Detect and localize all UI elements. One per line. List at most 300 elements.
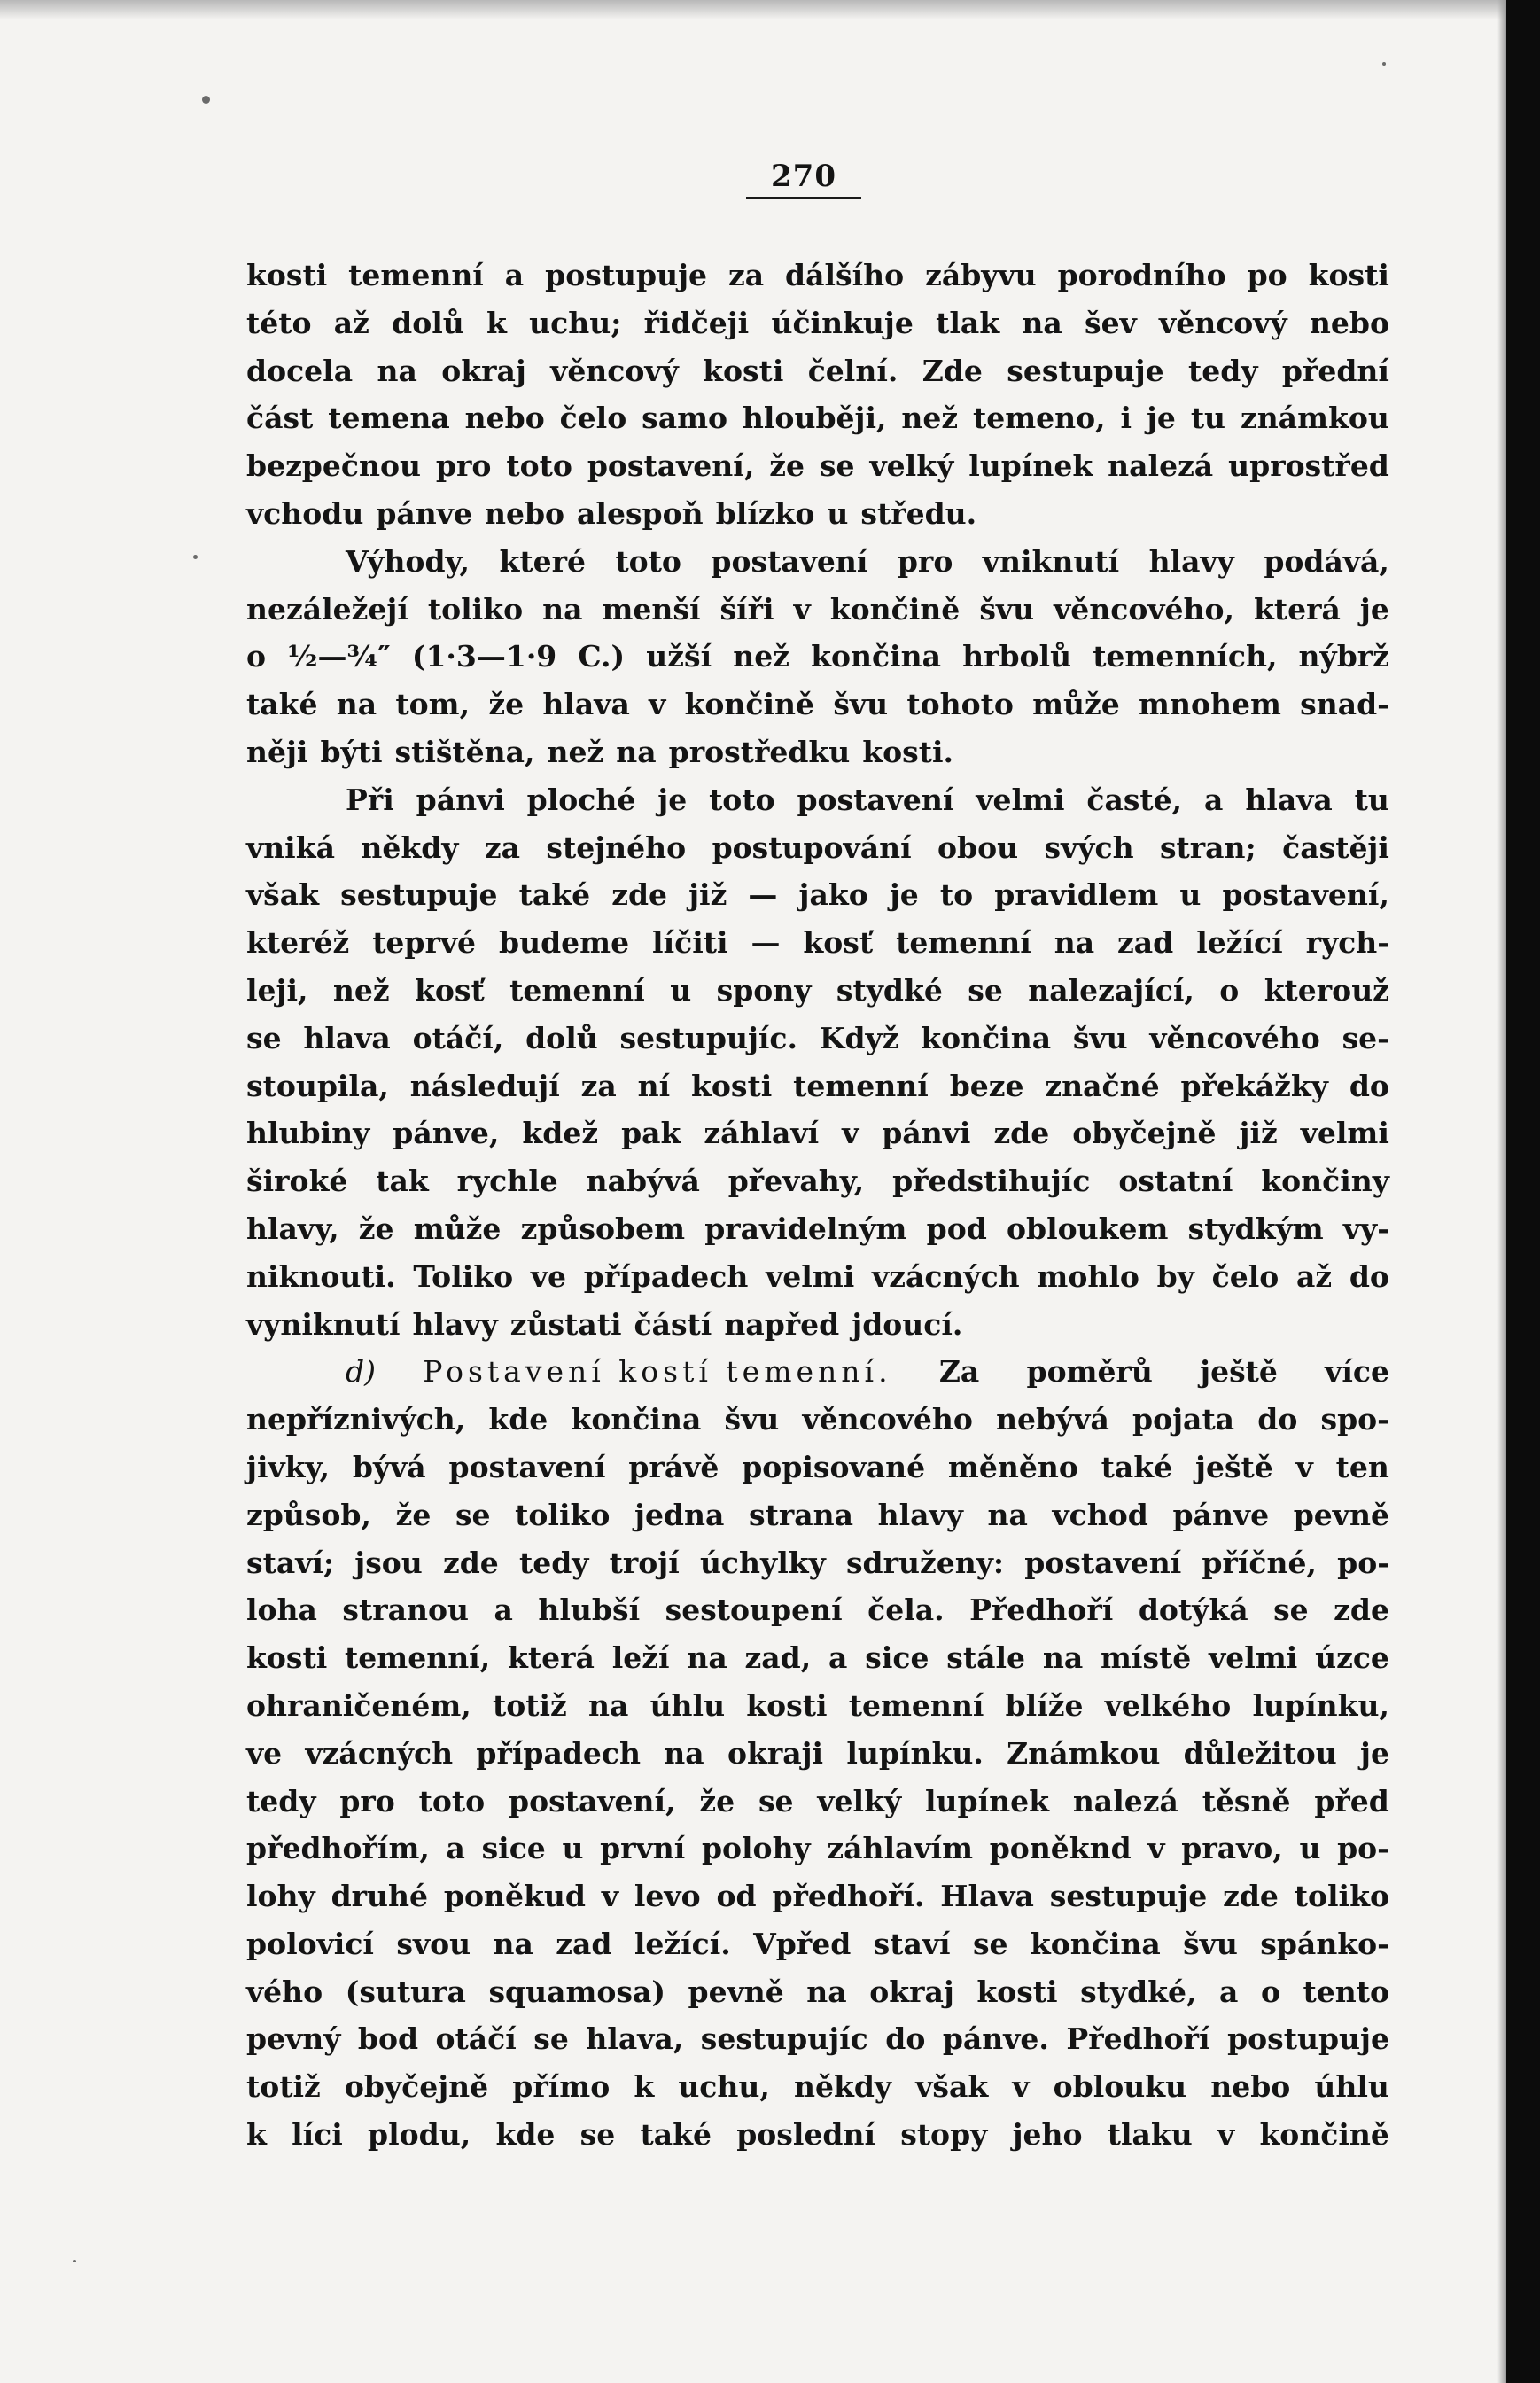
word: tak bbox=[376, 1164, 429, 1199]
word: stejného bbox=[546, 829, 687, 865]
word: a bbox=[494, 1593, 513, 1628]
text-line bbox=[246, 1873, 1389, 1920]
word: mnohem bbox=[1139, 687, 1281, 722]
word: hlavy, bbox=[246, 1211, 339, 1246]
word: poněknd bbox=[989, 1831, 1132, 1866]
text-line bbox=[246, 1396, 1389, 1444]
word: stopy bbox=[900, 2117, 988, 2153]
word: kosti bbox=[703, 353, 784, 388]
word: v bbox=[1012, 2069, 1030, 2105]
word: se bbox=[1273, 1593, 1309, 1628]
word: místě bbox=[1101, 1640, 1192, 1676]
word: leží bbox=[611, 1640, 670, 1676]
word: postupování bbox=[712, 829, 912, 865]
word: v bbox=[601, 1879, 618, 1914]
text-line bbox=[246, 728, 1389, 776]
scan-right-border bbox=[1506, 0, 1540, 2383]
word: tedy bbox=[1188, 353, 1258, 388]
word: široké bbox=[246, 1164, 348, 1199]
word: sestupuje bbox=[1007, 353, 1164, 388]
word: až bbox=[1295, 1258, 1333, 1294]
word: sestupujíc bbox=[700, 2021, 868, 2057]
word: spo- bbox=[1320, 1402, 1389, 1437]
word: švu bbox=[979, 591, 1035, 627]
word: zad, bbox=[744, 1640, 812, 1676]
word: uchu, bbox=[678, 2069, 770, 2105]
word: toto bbox=[418, 1783, 486, 1818]
word: podává, bbox=[1264, 543, 1389, 579]
word: strana bbox=[749, 1497, 853, 1532]
word: pevně bbox=[688, 1974, 784, 2009]
word: účinkuje bbox=[771, 305, 914, 340]
word: kteréž bbox=[246, 925, 350, 961]
scan-speck bbox=[1382, 62, 1386, 66]
word: nalezající, bbox=[1028, 972, 1194, 1008]
word: pánvi bbox=[882, 1116, 971, 1151]
word: temenní bbox=[793, 1068, 929, 1103]
word: tedy bbox=[246, 1783, 316, 1818]
word: spánko- bbox=[1260, 1926, 1389, 1961]
word: postavení, bbox=[587, 448, 755, 484]
word: popisované bbox=[742, 1449, 926, 1484]
word: niknouti. bbox=[246, 1258, 396, 1294]
word: polohy bbox=[701, 1831, 811, 1866]
word: pod bbox=[926, 1211, 987, 1246]
word: nezáležejí bbox=[246, 591, 408, 627]
word: nebo bbox=[484, 495, 565, 531]
word: ležící bbox=[1196, 925, 1283, 961]
word: postavení bbox=[1024, 1545, 1182, 1580]
word: C.) bbox=[578, 639, 626, 674]
text-line bbox=[246, 1015, 1389, 1063]
text-line bbox=[246, 347, 1389, 395]
word: pojata bbox=[1132, 1402, 1235, 1437]
scan-speck bbox=[193, 555, 198, 559]
word: se bbox=[972, 1926, 1008, 1961]
word: v bbox=[1147, 1831, 1165, 1866]
word: hlouběji, bbox=[742, 401, 887, 436]
word: čelo bbox=[559, 401, 627, 436]
word: někdy bbox=[793, 2069, 892, 2105]
word: kosť bbox=[803, 925, 874, 961]
word: hlavy bbox=[1148, 543, 1234, 579]
word: — bbox=[748, 877, 778, 913]
word: hrbolů bbox=[962, 639, 1072, 674]
word: kosti bbox=[1308, 258, 1389, 292]
text-line bbox=[246, 490, 1389, 538]
word: spony bbox=[716, 972, 812, 1008]
word: pravo, bbox=[1181, 1831, 1283, 1866]
word: postupuje bbox=[1227, 2021, 1389, 2057]
word: totiž bbox=[246, 2069, 321, 2105]
word: právě bbox=[628, 1449, 719, 1484]
word: obyčejně bbox=[344, 2069, 489, 2105]
word: docela bbox=[246, 353, 354, 388]
text-line bbox=[246, 1253, 1389, 1301]
word: pánvi bbox=[416, 782, 505, 817]
word: jivky, bbox=[246, 1449, 331, 1484]
word: stydké bbox=[836, 972, 943, 1008]
word: — bbox=[751, 925, 781, 961]
text-line bbox=[246, 1586, 1389, 1634]
word: Za bbox=[938, 1354, 980, 1390]
word: lupínek bbox=[924, 1783, 1049, 1818]
word: na bbox=[336, 687, 377, 722]
word: svou bbox=[396, 1926, 471, 1961]
word: zde bbox=[993, 1116, 1050, 1151]
word: po- bbox=[1337, 1545, 1389, 1580]
text-line bbox=[246, 300, 1389, 347]
word: čelní. bbox=[807, 353, 898, 388]
word: stranou bbox=[342, 1593, 470, 1628]
text-line bbox=[246, 252, 1389, 300]
word: lupínku, bbox=[1252, 1687, 1389, 1723]
text-line bbox=[246, 2111, 1389, 2159]
section-title: Postavení kostí temenní. bbox=[423, 1354, 892, 1390]
word: zábyvu bbox=[925, 258, 1037, 292]
word: u bbox=[1179, 877, 1202, 913]
word: pravidlem bbox=[994, 877, 1159, 913]
word: od bbox=[716, 1879, 757, 1914]
word: velmi bbox=[1300, 1116, 1389, 1151]
word: postupuje bbox=[545, 258, 708, 292]
text-line bbox=[246, 967, 1389, 1015]
word: na bbox=[987, 1497, 1028, 1532]
word: rychle bbox=[456, 1164, 558, 1199]
word: tlaku bbox=[1107, 2117, 1193, 2153]
word: toto bbox=[709, 782, 775, 817]
word: končině bbox=[1259, 2117, 1389, 2153]
word: vy- bbox=[1342, 1211, 1389, 1246]
word: vzácných bbox=[872, 1258, 1020, 1294]
word: věncový bbox=[550, 353, 679, 388]
word: se bbox=[533, 2021, 569, 2057]
word: hlavy bbox=[877, 1497, 963, 1532]
word: úhlu bbox=[1314, 2069, 1389, 2105]
word: více bbox=[1325, 1354, 1389, 1390]
word: do bbox=[1349, 1068, 1389, 1103]
word: postavení, bbox=[509, 1783, 676, 1818]
word: uchu; bbox=[529, 305, 622, 340]
word: ve bbox=[530, 1258, 567, 1294]
word: stištěna, bbox=[394, 734, 535, 769]
word: úhlu bbox=[649, 1687, 726, 1723]
word: ploché bbox=[526, 782, 636, 817]
word: líci bbox=[292, 2117, 343, 2153]
word: napřed bbox=[724, 1306, 840, 1342]
word: kosti bbox=[691, 1068, 773, 1103]
text-line bbox=[246, 538, 1389, 586]
word: toto bbox=[506, 448, 572, 484]
text-line bbox=[246, 1301, 1389, 1349]
word: úchylky bbox=[699, 1545, 826, 1580]
word: ten bbox=[1335, 1449, 1389, 1484]
word: švu bbox=[1072, 1020, 1128, 1055]
word: (1·3—1·9 bbox=[411, 639, 557, 674]
word: jdoucí. bbox=[852, 1306, 963, 1342]
word: a bbox=[1204, 782, 1224, 817]
word: nepříznivých, bbox=[246, 1402, 466, 1437]
word: ostatní bbox=[1118, 1164, 1233, 1199]
word: na bbox=[587, 1687, 629, 1723]
text-line bbox=[246, 1682, 1389, 1730]
word: čelo bbox=[1211, 1258, 1279, 1294]
word: než bbox=[733, 639, 789, 674]
word: stran; bbox=[1159, 829, 1256, 865]
word: plodu, bbox=[368, 2117, 471, 2153]
word: část bbox=[246, 401, 314, 436]
word: je bbox=[657, 782, 688, 817]
word: kde bbox=[495, 2117, 556, 2153]
word: k bbox=[486, 305, 507, 340]
word: sdruženy: bbox=[845, 1545, 1005, 1580]
word: býti bbox=[320, 734, 383, 769]
word: záhlaví bbox=[704, 1116, 820, 1151]
word: švu bbox=[1183, 1926, 1238, 1961]
word: ohraničeném, bbox=[246, 1687, 471, 1723]
text-line bbox=[246, 1491, 1389, 1539]
word: první bbox=[600, 1831, 686, 1866]
word: (sutura bbox=[345, 1974, 466, 2009]
word: bývá bbox=[352, 1449, 426, 1484]
page-number: 270 bbox=[746, 158, 861, 199]
word: že bbox=[769, 448, 805, 484]
word: okraj bbox=[869, 1974, 954, 2009]
text-line bbox=[246, 1110, 1389, 1157]
word: u bbox=[562, 1831, 584, 1866]
word: temenní bbox=[509, 972, 645, 1008]
word: pevný bbox=[246, 2021, 341, 2057]
word: zde bbox=[611, 877, 668, 913]
word: způsob, bbox=[246, 1497, 371, 1532]
word: pevně bbox=[1293, 1497, 1389, 1532]
word: této bbox=[246, 305, 312, 340]
word: beze bbox=[949, 1068, 1024, 1103]
word: lupínek bbox=[968, 448, 1093, 484]
word: velkého bbox=[1104, 1687, 1232, 1723]
text-line bbox=[246, 1634, 1389, 1682]
word: švu bbox=[724, 1402, 780, 1437]
word: polovicí bbox=[246, 1926, 374, 1961]
word: také bbox=[246, 687, 318, 722]
word: vyniknutí bbox=[246, 1306, 401, 1342]
word: jsou bbox=[354, 1545, 423, 1580]
word: k bbox=[634, 2069, 655, 2105]
word: velmi bbox=[766, 1258, 855, 1294]
word: čela. bbox=[867, 1593, 945, 1628]
word: postavení bbox=[711, 543, 868, 579]
word: do bbox=[1349, 1258, 1389, 1294]
word: temeno, bbox=[973, 401, 1106, 436]
word: překážky bbox=[1180, 1068, 1328, 1103]
word: po- bbox=[1337, 1831, 1389, 1866]
word: ležící. bbox=[634, 1926, 731, 1961]
word: temenní bbox=[848, 1687, 984, 1723]
word: může bbox=[1032, 687, 1120, 722]
word: do bbox=[885, 2021, 926, 2057]
word: příčné, bbox=[1202, 1545, 1317, 1580]
word: obloukem bbox=[1007, 1211, 1169, 1246]
word: poměrů bbox=[1026, 1354, 1153, 1390]
word: leji, bbox=[246, 972, 308, 1008]
word: nalezá bbox=[1072, 1783, 1178, 1818]
word: Při bbox=[346, 782, 394, 817]
word: tedy bbox=[518, 1545, 589, 1580]
word: věncový bbox=[1159, 305, 1287, 340]
word: vchodu bbox=[246, 495, 364, 531]
text-line bbox=[246, 394, 1389, 442]
word: již bbox=[688, 877, 727, 913]
word: může bbox=[413, 1211, 502, 1246]
word: kosti bbox=[976, 1974, 1058, 2009]
word: které bbox=[499, 543, 586, 579]
word: případech bbox=[476, 1735, 641, 1771]
word: za bbox=[484, 829, 520, 865]
word: Vpřed bbox=[753, 1926, 852, 1961]
word: velmi bbox=[976, 782, 1065, 817]
word: pánve. bbox=[942, 2021, 1049, 2057]
word: staví bbox=[873, 1926, 951, 1961]
text-line bbox=[246, 1205, 1389, 1253]
word: lohy bbox=[246, 1879, 315, 1914]
word: postavení bbox=[448, 1449, 606, 1484]
word: těsně bbox=[1202, 1783, 1291, 1818]
word: zde bbox=[442, 1545, 499, 1580]
word: předstihujíc bbox=[892, 1164, 1091, 1199]
scan-speck bbox=[202, 96, 210, 104]
word: velmi bbox=[1209, 1640, 1298, 1676]
word: na bbox=[493, 1926, 533, 1961]
word: úzce bbox=[1315, 1640, 1389, 1676]
word: trojí bbox=[609, 1545, 680, 1580]
word: nebo bbox=[1210, 2069, 1291, 2105]
word: jedna bbox=[634, 1497, 725, 1532]
text-line bbox=[246, 919, 1389, 967]
word: končině bbox=[829, 591, 961, 627]
word: tu bbox=[1354, 782, 1389, 817]
word: stále bbox=[946, 1640, 1026, 1676]
word: přední bbox=[1281, 353, 1389, 388]
text-line bbox=[246, 1825, 1389, 1873]
word: tlak bbox=[936, 305, 1000, 340]
scan-right-shadow bbox=[1497, 0, 1506, 2383]
word: vniknutí bbox=[982, 543, 1120, 579]
word: stydké, bbox=[1080, 1974, 1197, 2009]
word: rych- bbox=[1305, 925, 1389, 961]
word: uprostřed bbox=[1228, 448, 1389, 484]
word: vniká bbox=[246, 829, 335, 865]
text-line bbox=[246, 1157, 1389, 1205]
word: Toliko bbox=[413, 1258, 514, 1294]
word: končina bbox=[1030, 1926, 1161, 1961]
word: svých bbox=[1044, 829, 1134, 865]
word: toliko bbox=[515, 1497, 611, 1532]
word: sice bbox=[865, 1640, 929, 1676]
word: tohoto bbox=[906, 687, 1014, 722]
word: vchod bbox=[1052, 1497, 1148, 1532]
word: kde bbox=[488, 1402, 548, 1437]
word: nebo bbox=[464, 401, 545, 436]
word: středu. bbox=[860, 495, 977, 531]
word: a bbox=[446, 1831, 465, 1866]
word: že bbox=[358, 1211, 394, 1246]
word: ještě bbox=[1200, 1354, 1278, 1390]
word: až bbox=[333, 305, 369, 340]
word: sestupujíc. bbox=[619, 1020, 798, 1055]
word: kdež bbox=[522, 1116, 599, 1151]
word: toliko bbox=[427, 591, 524, 627]
text-line bbox=[246, 1444, 1389, 1491]
word: obyčejně bbox=[1072, 1116, 1217, 1151]
word: otáčí, bbox=[412, 1020, 504, 1055]
word: v bbox=[649, 687, 666, 722]
word: dolů bbox=[525, 1020, 598, 1055]
word: kosti. bbox=[862, 734, 953, 769]
word: a bbox=[1219, 1974, 1239, 2009]
word: záhlavím bbox=[827, 1831, 974, 1866]
word: věncového bbox=[1149, 1020, 1320, 1055]
word: něji bbox=[246, 734, 308, 769]
word: končina bbox=[921, 1020, 1052, 1055]
word: totiž bbox=[493, 1687, 567, 1723]
word: staví; bbox=[246, 1545, 335, 1580]
word: stoupila, bbox=[246, 1068, 389, 1103]
word: zde bbox=[1223, 1879, 1279, 1914]
text-line bbox=[246, 1730, 1389, 1778]
word: za bbox=[727, 258, 765, 292]
word: zde bbox=[1334, 1593, 1389, 1628]
text-line bbox=[246, 1920, 1389, 1968]
word: levo bbox=[634, 1879, 701, 1914]
word: dotýká bbox=[1138, 1593, 1248, 1628]
word: než bbox=[332, 972, 390, 1008]
word: která bbox=[1254, 591, 1341, 627]
text-line bbox=[246, 586, 1389, 634]
word: k bbox=[246, 2117, 267, 2153]
word: postavení bbox=[797, 782, 954, 817]
word: však bbox=[915, 2069, 989, 2105]
word: menší bbox=[602, 591, 701, 627]
word: budeme bbox=[499, 925, 630, 961]
word: končina bbox=[811, 639, 941, 674]
word: hlava, bbox=[586, 2021, 684, 2057]
word: okraj bbox=[441, 353, 526, 388]
word: prostředku bbox=[668, 734, 851, 769]
word: temenní bbox=[896, 925, 1031, 961]
word: před bbox=[1314, 1783, 1389, 1818]
word: hlava bbox=[542, 687, 630, 722]
text-line bbox=[246, 681, 1389, 728]
word: však bbox=[246, 877, 320, 913]
word: na bbox=[1054, 925, 1095, 961]
word: také bbox=[1101, 1449, 1173, 1484]
word: hlavy bbox=[412, 1306, 498, 1342]
word: než bbox=[901, 401, 959, 436]
word: sice bbox=[481, 1831, 546, 1866]
word: na bbox=[616, 734, 657, 769]
word: Předhoří bbox=[1066, 2021, 1210, 2057]
word: toliko bbox=[1294, 1879, 1389, 1914]
word: mohlo bbox=[1037, 1258, 1139, 1294]
word: nabývá bbox=[586, 1164, 700, 1199]
word: je bbox=[1359, 591, 1389, 627]
text-line bbox=[246, 633, 1389, 681]
word: postavení, bbox=[1222, 877, 1389, 913]
word: na bbox=[542, 591, 583, 627]
word: sestupuje bbox=[1049, 1879, 1208, 1914]
word: nebývá bbox=[996, 1402, 1109, 1437]
text-line bbox=[246, 776, 1389, 824]
